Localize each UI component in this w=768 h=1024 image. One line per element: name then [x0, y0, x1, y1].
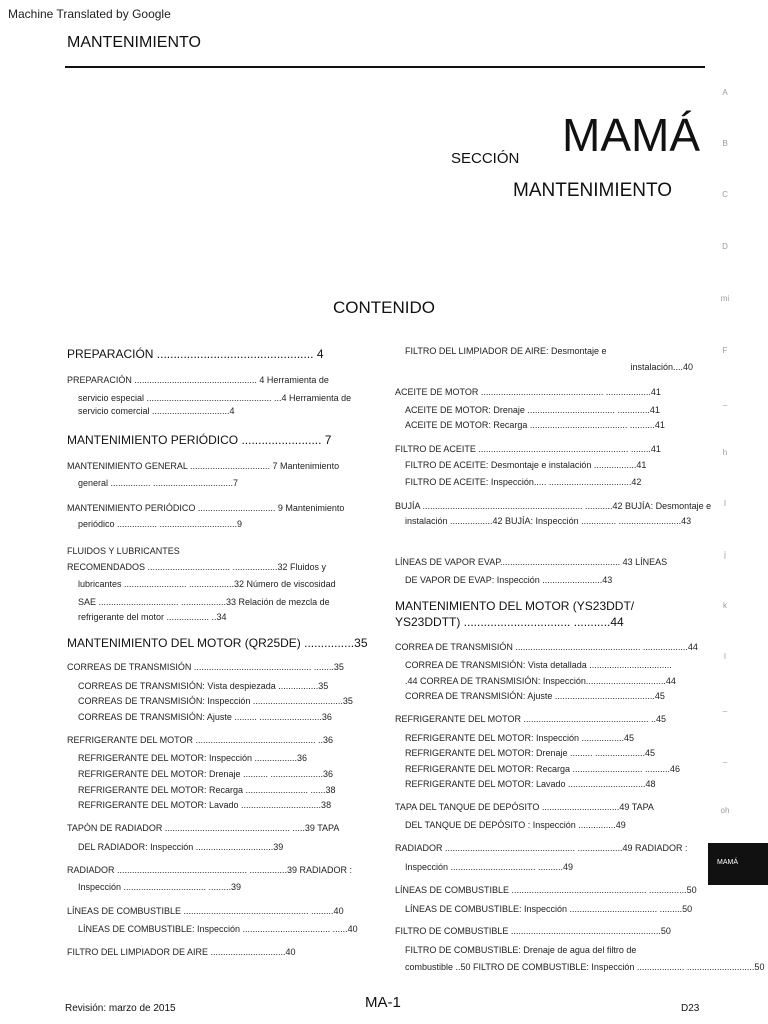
page-header: MANTENIMIENTO: [67, 34, 201, 51]
toc-sub-entry[interactable]: DEL RADIADOR: Inspección ...............................39: [78, 842, 284, 852]
toc-entry[interactable]: FILTRO DE ACEITE ............................................................ ........41: [395, 444, 661, 454]
footer-model-code: D23: [681, 1003, 700, 1014]
toc-sub-entry[interactable]: FILTRO DE ACEITE: Inspección..... .................................42: [405, 477, 642, 487]
side-index-letter[interactable]: _: [722, 397, 728, 406]
side-index-letter[interactable]: k: [723, 601, 727, 610]
side-index-letter[interactable]: j: [724, 550, 726, 559]
toc-sub-entry[interactable]: lubricantes ......................... ..................32 Número de viscosidad: [78, 579, 336, 589]
toc-sub-entry[interactable]: REFRIGERANTE DEL MOTOR: Inspección .................45: [405, 733, 635, 743]
toc-entry[interactable]: FLUIDOS Y LUBRICANTES: [67, 546, 180, 556]
toc-sub-entry[interactable]: servicio especial .................................................. ...4 Herramienta de: [78, 393, 352, 403]
toc-entry[interactable]: FILTRO DEL LIMPIADOR DE AIRE ..............................40: [67, 947, 296, 957]
side-index-letter[interactable]: C: [722, 190, 728, 199]
toc-entry[interactable]: RECOMENDADOS ................................. ..................32 Fluidos y: [67, 562, 327, 572]
contents-title: CONTENIDO: [333, 298, 435, 317]
toc-sub-entry[interactable]: Inspección .................................. ..........49: [405, 862, 574, 872]
toc-sub-entry[interactable]: .44 CORREA DE TRANSMISIÓN: Inspección................................44: [405, 676, 676, 686]
toc-sub-entry[interactable]: FILTRO DE ACEITE: Desmontaje e instalación .................41: [405, 460, 647, 470]
footer-page-number: MA-1: [365, 994, 401, 1011]
machine-translated-banner: Machine Translated by Google: [8, 7, 171, 21]
toc-entry[interactable]: LÍNEAS DE COMBUSTIBLE .................................................. .........40: [67, 906, 344, 916]
toc-sub-entry[interactable]: LÍNEAS DE COMBUSTIBLE: Inspección ................................... ......40: [78, 924, 358, 934]
toc-sub-entry[interactable]: CORREA DE TRANSMISIÓN: Ajuste ........................................45: [405, 691, 665, 701]
side-index-letter[interactable]: oh: [720, 806, 730, 815]
toc-sub-entry[interactable]: REFRIGERANTE DEL MOTOR: Lavado ................................38: [78, 800, 332, 810]
toc-sub-entry[interactable]: REFRIGERANTE DEL MOTOR: Lavado ...............................48: [405, 779, 656, 789]
toc-sub-entry[interactable]: general ................ ................................7: [78, 478, 239, 488]
toc-entry[interactable]: MANTENIMIENTO GENERAL ................................ 7 Mantenimiento: [67, 461, 340, 471]
section-code: MAMÁ: [562, 109, 700, 161]
toc-entry[interactable]: LÍNEAS DE VAPOR EVAP................................................ 43 LÍNEAS: [395, 557, 668, 567]
toc-entry[interactable]: CORREAS DE TRANSMISIÓN ............................................... ........35: [67, 662, 344, 672]
toc-entry[interactable]: CORREA DE TRANSMISIÓN .................................................. ..................44: [395, 642, 698, 652]
toc-sub-entry[interactable]: Inspección ................................. .........39: [78, 882, 242, 892]
toc-sub-entry[interactable]: FILTRO DE COMBUSTIBLE: Drenaje de agua del filtro de: [405, 945, 637, 955]
toc-entry[interactable]: BUJÍA ................................................................ ...........42 BUJÍA: Desmontaje e: [395, 501, 712, 511]
toc-sub-entry[interactable]: REFRIGERANTE DEL MOTOR: Drenaje ......... ....................45: [405, 748, 656, 758]
side-index-letter[interactable]: D: [722, 242, 728, 251]
toc-sub-entry[interactable]: REFRIGERANTE DEL MOTOR: Inspección .................36: [78, 753, 308, 763]
toc-sub-entry[interactable]: REFRIGERANTE DEL MOTOR: Recarga ......................... ......38: [78, 785, 336, 795]
side-index-letter[interactable]: _: [722, 754, 728, 763]
toc-sub-entry[interactable]: SAE ................................ ..................33 Relación de mezcla de: [78, 597, 330, 607]
toc-chapter-heading[interactable]: YS23DDTT) ................................ ...........44: [395, 615, 624, 629]
toc-entry[interactable]: PREPARACIÓN ................................................. 4 Herramienta de: [67, 375, 329, 385]
side-index-letter[interactable]: l: [724, 652, 726, 661]
toc-sub-entry[interactable]: REFRIGERANTE DEL MOTOR: Recarga ............................ ..........46: [405, 764, 681, 774]
toc-sub-entry[interactable]: periódico ................ ...............................9: [78, 519, 243, 529]
footer-revision: Revisión: marzo de 2015: [65, 1003, 176, 1014]
toc-entry[interactable]: RADIADOR .................................................... ..................49 RADIADOR :: [395, 843, 688, 853]
toc-chapter-heading[interactable]: MANTENIMIENTO DEL MOTOR (YS23DDT/: [395, 599, 635, 613]
section-name: MANTENIMIENTO: [513, 180, 673, 201]
side-index-letter[interactable]: A: [722, 88, 728, 97]
toc-sub-entry[interactable]: ACEITE DE MOTOR: Drenaje ................................... .............41: [405, 405, 660, 415]
toc-sub-entry[interactable]: CORREA DE TRANSMISIÓN: Vista detallada .................................: [405, 660, 672, 670]
side-index-letter[interactable]: B: [722, 139, 728, 148]
toc-entry[interactable]: REFRIGERANTE DEL MOTOR ................................................ ..36: [67, 735, 334, 745]
toc-sub-entry[interactable]: CORREAS DE TRANSMISIÓN: Inspección ....................................35: [78, 696, 353, 706]
toc-entry[interactable]: TAPÓN DE RADIADOR .................................................. .....39 TAPA: [67, 823, 340, 833]
toc-chapter-heading[interactable]: PREPARACIÓN ............................................... 4: [67, 347, 324, 361]
section-tab-label: MAMÁ: [717, 859, 738, 866]
toc-entry[interactable]: RADIADOR .................................................... ...............39 RADIADOR :: [67, 865, 353, 875]
side-index-letter[interactable]: F: [722, 346, 728, 355]
side-index-letter[interactable]: h: [722, 448, 728, 457]
toc-entry[interactable]: ACEITE DE MOTOR ................................................. ..................41: [395, 387, 661, 397]
toc-chapter-heading[interactable]: MANTENIMIENTO PERIÓDICO ........................ 7: [67, 433, 332, 447]
toc-sub-entry[interactable]: CORREAS DE TRANSMISIÓN: Ajuste ......... .........................36: [78, 712, 332, 722]
side-index-letter[interactable]: mi: [720, 294, 730, 303]
toc-sub-entry[interactable]: LÍNEAS DE COMBUSTIBLE: Inspección ................................... .........50: [405, 904, 693, 914]
toc-sub-entry[interactable]: CORREAS DE TRANSMISIÓN: Vista despiezada ................35: [78, 681, 329, 691]
toc-chapter-heading[interactable]: MANTENIMIENTO DEL MOTOR (QR25DE) ...............35: [67, 636, 368, 650]
toc-entry[interactable]: MANTENIMIENTO PERIÓDICO ............................... 9 Mantenimiento: [67, 503, 345, 513]
toc-sub-entry[interactable]: DEL TANQUE DE DEPÓSITO : Inspección ...............49: [405, 820, 626, 830]
section-word: SECCIÓN: [451, 150, 520, 167]
toc-sub-entry[interactable]: ACEITE DE MOTOR: Recarga ....................................... ..........41: [405, 420, 665, 430]
toc-entry[interactable]: REFRIGERANTE DEL MOTOR .................................................. ..45: [395, 714, 667, 724]
toc-sub-entry[interactable]: instalación .................42 BUJÍA: Inspección .............. .........................43: [405, 516, 692, 526]
toc-entry[interactable]: TAPA DEL TANQUE DE DEPÓSITO ...............................49 TAPA: [395, 802, 654, 812]
toc-sub-entry[interactable]: DE VAPOR DE EVAP: Inspección ........................43: [405, 575, 613, 585]
toc-entry[interactable]: instalación....40: [630, 362, 693, 372]
side-index-letter[interactable]: I: [723, 499, 727, 508]
toc-sub-entry[interactable]: combustible ..50 FILTRO DE COMBUSTIBLE: Inspección ................... ...........................50: [405, 962, 765, 972]
toc-sub-entry[interactable]: servicio comercial ...............................4: [78, 406, 235, 416]
toc-sub-entry[interactable]: REFRIGERANTE DEL MOTOR: Drenaje .......... .....................36: [78, 769, 334, 779]
toc-sub-entry[interactable]: refrigerante del motor ................. ..34: [78, 612, 227, 622]
toc-sub-entry[interactable]: FILTRO DEL LIMPIADOR DE AIRE: Desmontaje e: [405, 346, 607, 356]
side-index-letter[interactable]: _: [722, 703, 728, 712]
toc-entry[interactable]: LÍNEAS DE COMBUSTIBLE ...................................................... ...............50: [395, 885, 697, 895]
toc-entry[interactable]: FILTRO DE COMBUSTIBLE ............................................................50: [395, 926, 671, 936]
